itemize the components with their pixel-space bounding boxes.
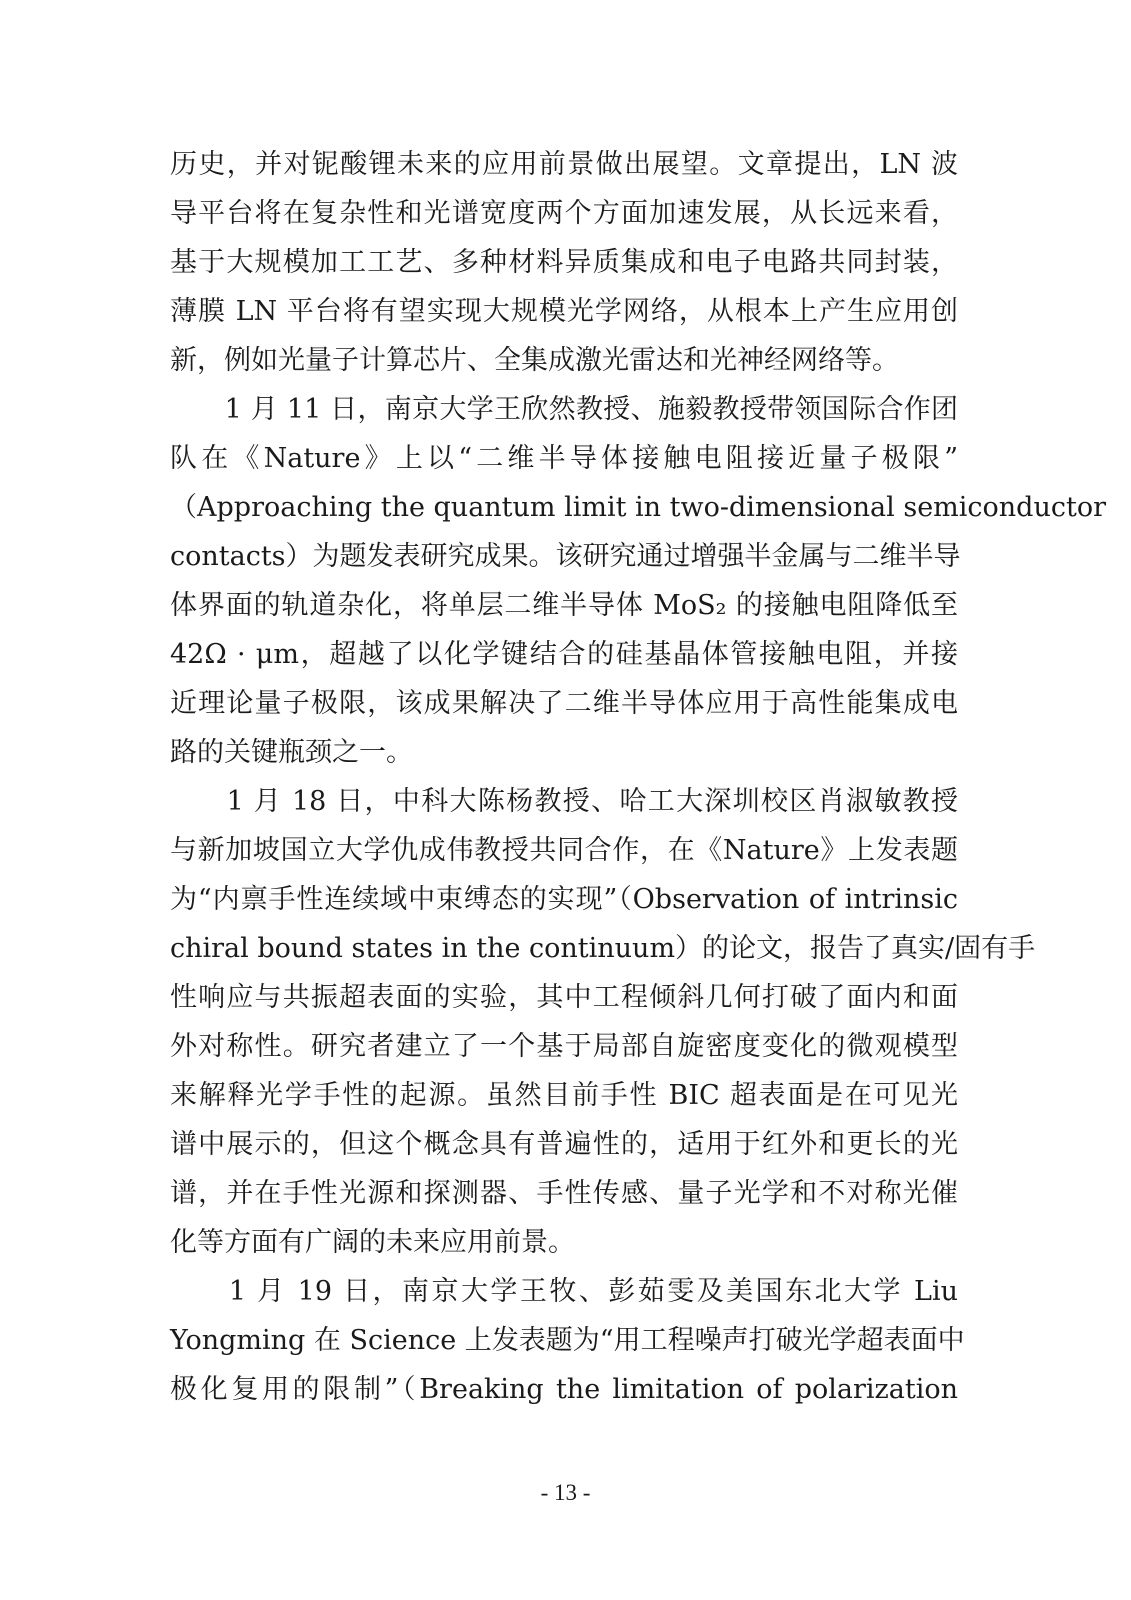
body-text xyxy=(170,140,1106,1414)
text-line: 外对称性。研究者建立了一个基于局部自旋密度变化的微观模型 xyxy=(170,1031,958,1062)
text-line: 来解释光学手性的起源。虽然目前手性 BIC 超表面是在可见光 xyxy=(170,1080,958,1111)
text-line: chiral bound states in the continuum）的论文，报告了真实/固有手 xyxy=(170,933,1036,964)
text-line: 基于大规模加工工艺、多种材料异质集成和电子电路共同封装， xyxy=(170,247,958,278)
text-line: 极化复用的限制”（Breaking the limitation of polarization xyxy=(170,1374,958,1405)
text-line: （Approaching the quantum limit in two-dimensional semiconductor xyxy=(170,492,1106,523)
text-line: 与新加坡国立大学仇成伟教授共同合作，在《Nature》上发表题 xyxy=(170,835,958,866)
text-line: 谱，并在手性光源和探测器、手性传感、量子光学和不对称光催 xyxy=(170,1178,958,1209)
text-line: 薄膜 LN 平台将有望实现大规模光学网络，从根本上产生应用创 xyxy=(170,296,958,327)
text-line: 为“内禀手性连续域中束缚态的实现”（Observation of intrinsic xyxy=(170,884,958,915)
text-line: 1 月 11 日，南京大学王欣然教授、施毅教授带领国际合作团 xyxy=(170,394,958,425)
page-number: - 13 - xyxy=(540,1480,591,1505)
text-line: contacts）为题发表研究成果。该研究通过增强半金属与二维半导 xyxy=(170,541,961,572)
text-line: 新，例如光量子计算芯片、全集成激光雷达和光神经网络等。 xyxy=(170,345,899,376)
text-line: 1 月 18 日，中科大陈杨教授、哈工大深圳校区肖淑敏教授 xyxy=(170,786,958,817)
text-line: 化等方面有广阔的未来应用前景。 xyxy=(170,1227,575,1258)
text-line: 42Ω · μm，超越了以化学键结合的硅基晶体管接触电阻，并接 xyxy=(170,639,958,670)
text-line: 体界面的轨道杂化，将单层二维半导体 MoS₂ 的接触电阻降低至 xyxy=(170,590,958,621)
text-line: 近理论量子极限，该成果解决了二维半导体应用于高性能集成电 xyxy=(170,688,958,719)
text-line: 历史，并对铌酸锂未来的应用前景做出展望。文章提出，LN 波 xyxy=(170,149,958,180)
text-line: 性响应与共振超表面的实验，其中工程倾斜几何打破了面内和面 xyxy=(170,982,958,1013)
text-line: 队在《Nature》上以“二维半导体接触电阻接近量子极限” xyxy=(170,443,958,474)
text-line: 路的关键瓶颈之一。 xyxy=(170,737,413,768)
text-line: 谱中展示的，但这个概念具有普遍性的，适用于红外和更长的光 xyxy=(170,1129,958,1160)
text-line: 1 月 19 日，南京大学王牧、彭茹雯及美国东北大学 Liu xyxy=(170,1276,958,1307)
text-line: 导平台将在复杂性和光谱宽度两个方面加速发展，从长远来看， xyxy=(170,198,958,229)
text-line: Yongming 在 Science 上发表题为“用工程噪声打破光学超表面中 xyxy=(170,1325,965,1356)
